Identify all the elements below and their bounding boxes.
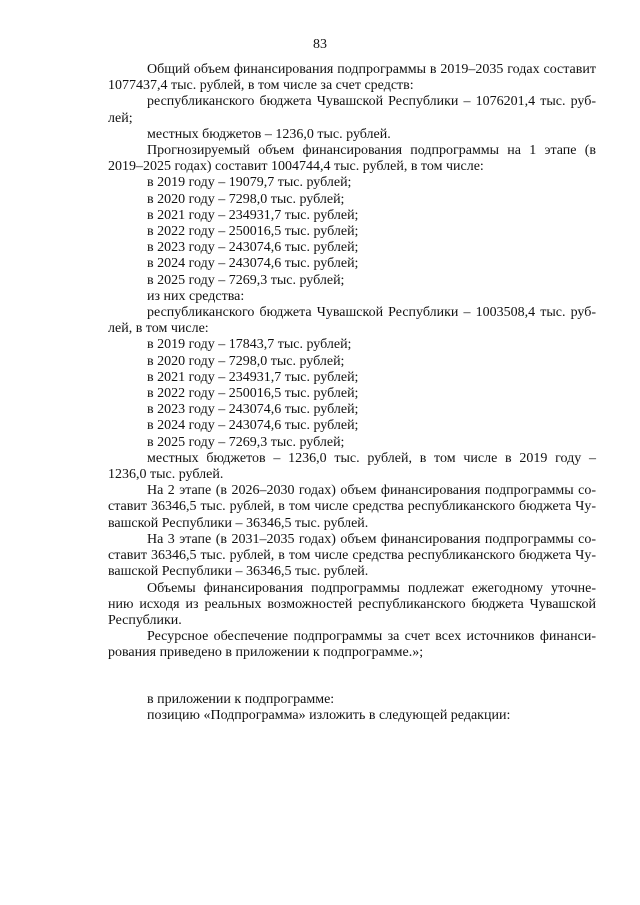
text-line: в 2022 году – 250016,5 тыс. рублей; [147, 386, 359, 402]
text-line: На 3 этапе (в 2031–2035 годах) объем финансирования подпрограммы со- [147, 531, 596, 547]
text-line: в 2023 году – 243074,6 тыс. рублей; [147, 402, 359, 418]
text-line: 1236,0 тыс. рублей. [108, 467, 224, 483]
text-line: Республики. [108, 612, 182, 628]
text-line: в 2025 году – 7269,3 тыс. рублей; [147, 272, 345, 288]
page-number: 83 [313, 37, 327, 52]
text-line: ставит 36346,5 тыс. рублей, в том числе средства республиканского бюджета Чу- [108, 548, 596, 564]
text-line: в 2023 году – 243074,6 тыс. рублей; [147, 240, 359, 256]
text-line: в 2022 году – 250016,5 тыс. рублей; [147, 224, 359, 240]
text-line: республиканского бюджета Чувашской Республики – 1076201,4 тыс. руб- [147, 94, 596, 110]
text-line: позицию «Подпрограмма» изложить в следующей редакции: [147, 707, 511, 723]
text-line: из них средства: [147, 288, 245, 304]
text-line: Объемы финансирования подпрограммы подлежат ежегодному уточне- [147, 580, 596, 596]
text-line: республиканского бюджета Чувашской Республики – 1003508,4 тыс. руб- [147, 305, 596, 321]
text-line: в 2020 году – 7298,0 тыс. рублей; [147, 353, 345, 369]
text-line: в приложении к подпрограмме: [147, 691, 335, 707]
text-line: нию исходя из реальных возможностей республиканского бюджета Чувашской [108, 596, 596, 612]
text-line: лей; [108, 110, 133, 126]
text-line: местных бюджетов – 1236,0 тыс. рублей, в том числе в 2019 году – [147, 450, 596, 466]
text-line: в 2025 году – 7269,3 тыс. рублей; [147, 434, 345, 450]
text-line: 2019–2025 годах) составит 1004744,4 тыс. рублей, в том числе: [108, 159, 484, 175]
text-line: лей, в том числе: [108, 321, 209, 337]
text-line: в 2024 году – 243074,6 тыс. рублей; [147, 418, 359, 434]
text-line: Прогнозируемый объем финансирования подпрограммы на 1 этапе (в [147, 143, 596, 159]
text-line: 1077437,4 тыс. рублей, в том числе за счет средств: [108, 78, 414, 94]
text-line: На 2 этапе (в 2026–2030 годах) объем финансирования подпрограммы со- [147, 483, 596, 499]
text-line: рования приведено в приложении к подпрограмме.»; [108, 645, 424, 661]
text-line: вашской Республики – 36346,5 тыс. рублей. [108, 564, 369, 580]
text-line: в 2020 году – 7298,0 тыс. рублей; [147, 191, 345, 207]
text-line: в 2021 году – 234931,7 тыс. рублей; [147, 207, 359, 223]
text-line: в 2019 году – 19079,7 тыс. рублей; [147, 175, 352, 191]
text-line: вашской Республики – 36346,5 тыс. рублей. [108, 515, 369, 531]
text-line: Общий объем финансирования подпрограммы в 2019–2035 годах составит [147, 62, 596, 77]
text-line: в 2021 году – 234931,7 тыс. рублей; [147, 369, 359, 385]
text-line: в 2019 году – 17843,7 тыс. рублей; [147, 337, 352, 353]
text-line: ставит 36346,5 тыс. рублей, в том числе средства республиканского бюджета Чу- [108, 499, 596, 515]
text-line: Ресурсное обеспечение подпрограммы за счет всех источников финанси- [147, 629, 596, 645]
document-body [108, 62, 596, 724]
text-line: в 2024 году – 243074,6 тыс. рублей; [147, 256, 359, 272]
text-line: местных бюджетов – 1236,0 тыс. рублей. [147, 126, 391, 142]
